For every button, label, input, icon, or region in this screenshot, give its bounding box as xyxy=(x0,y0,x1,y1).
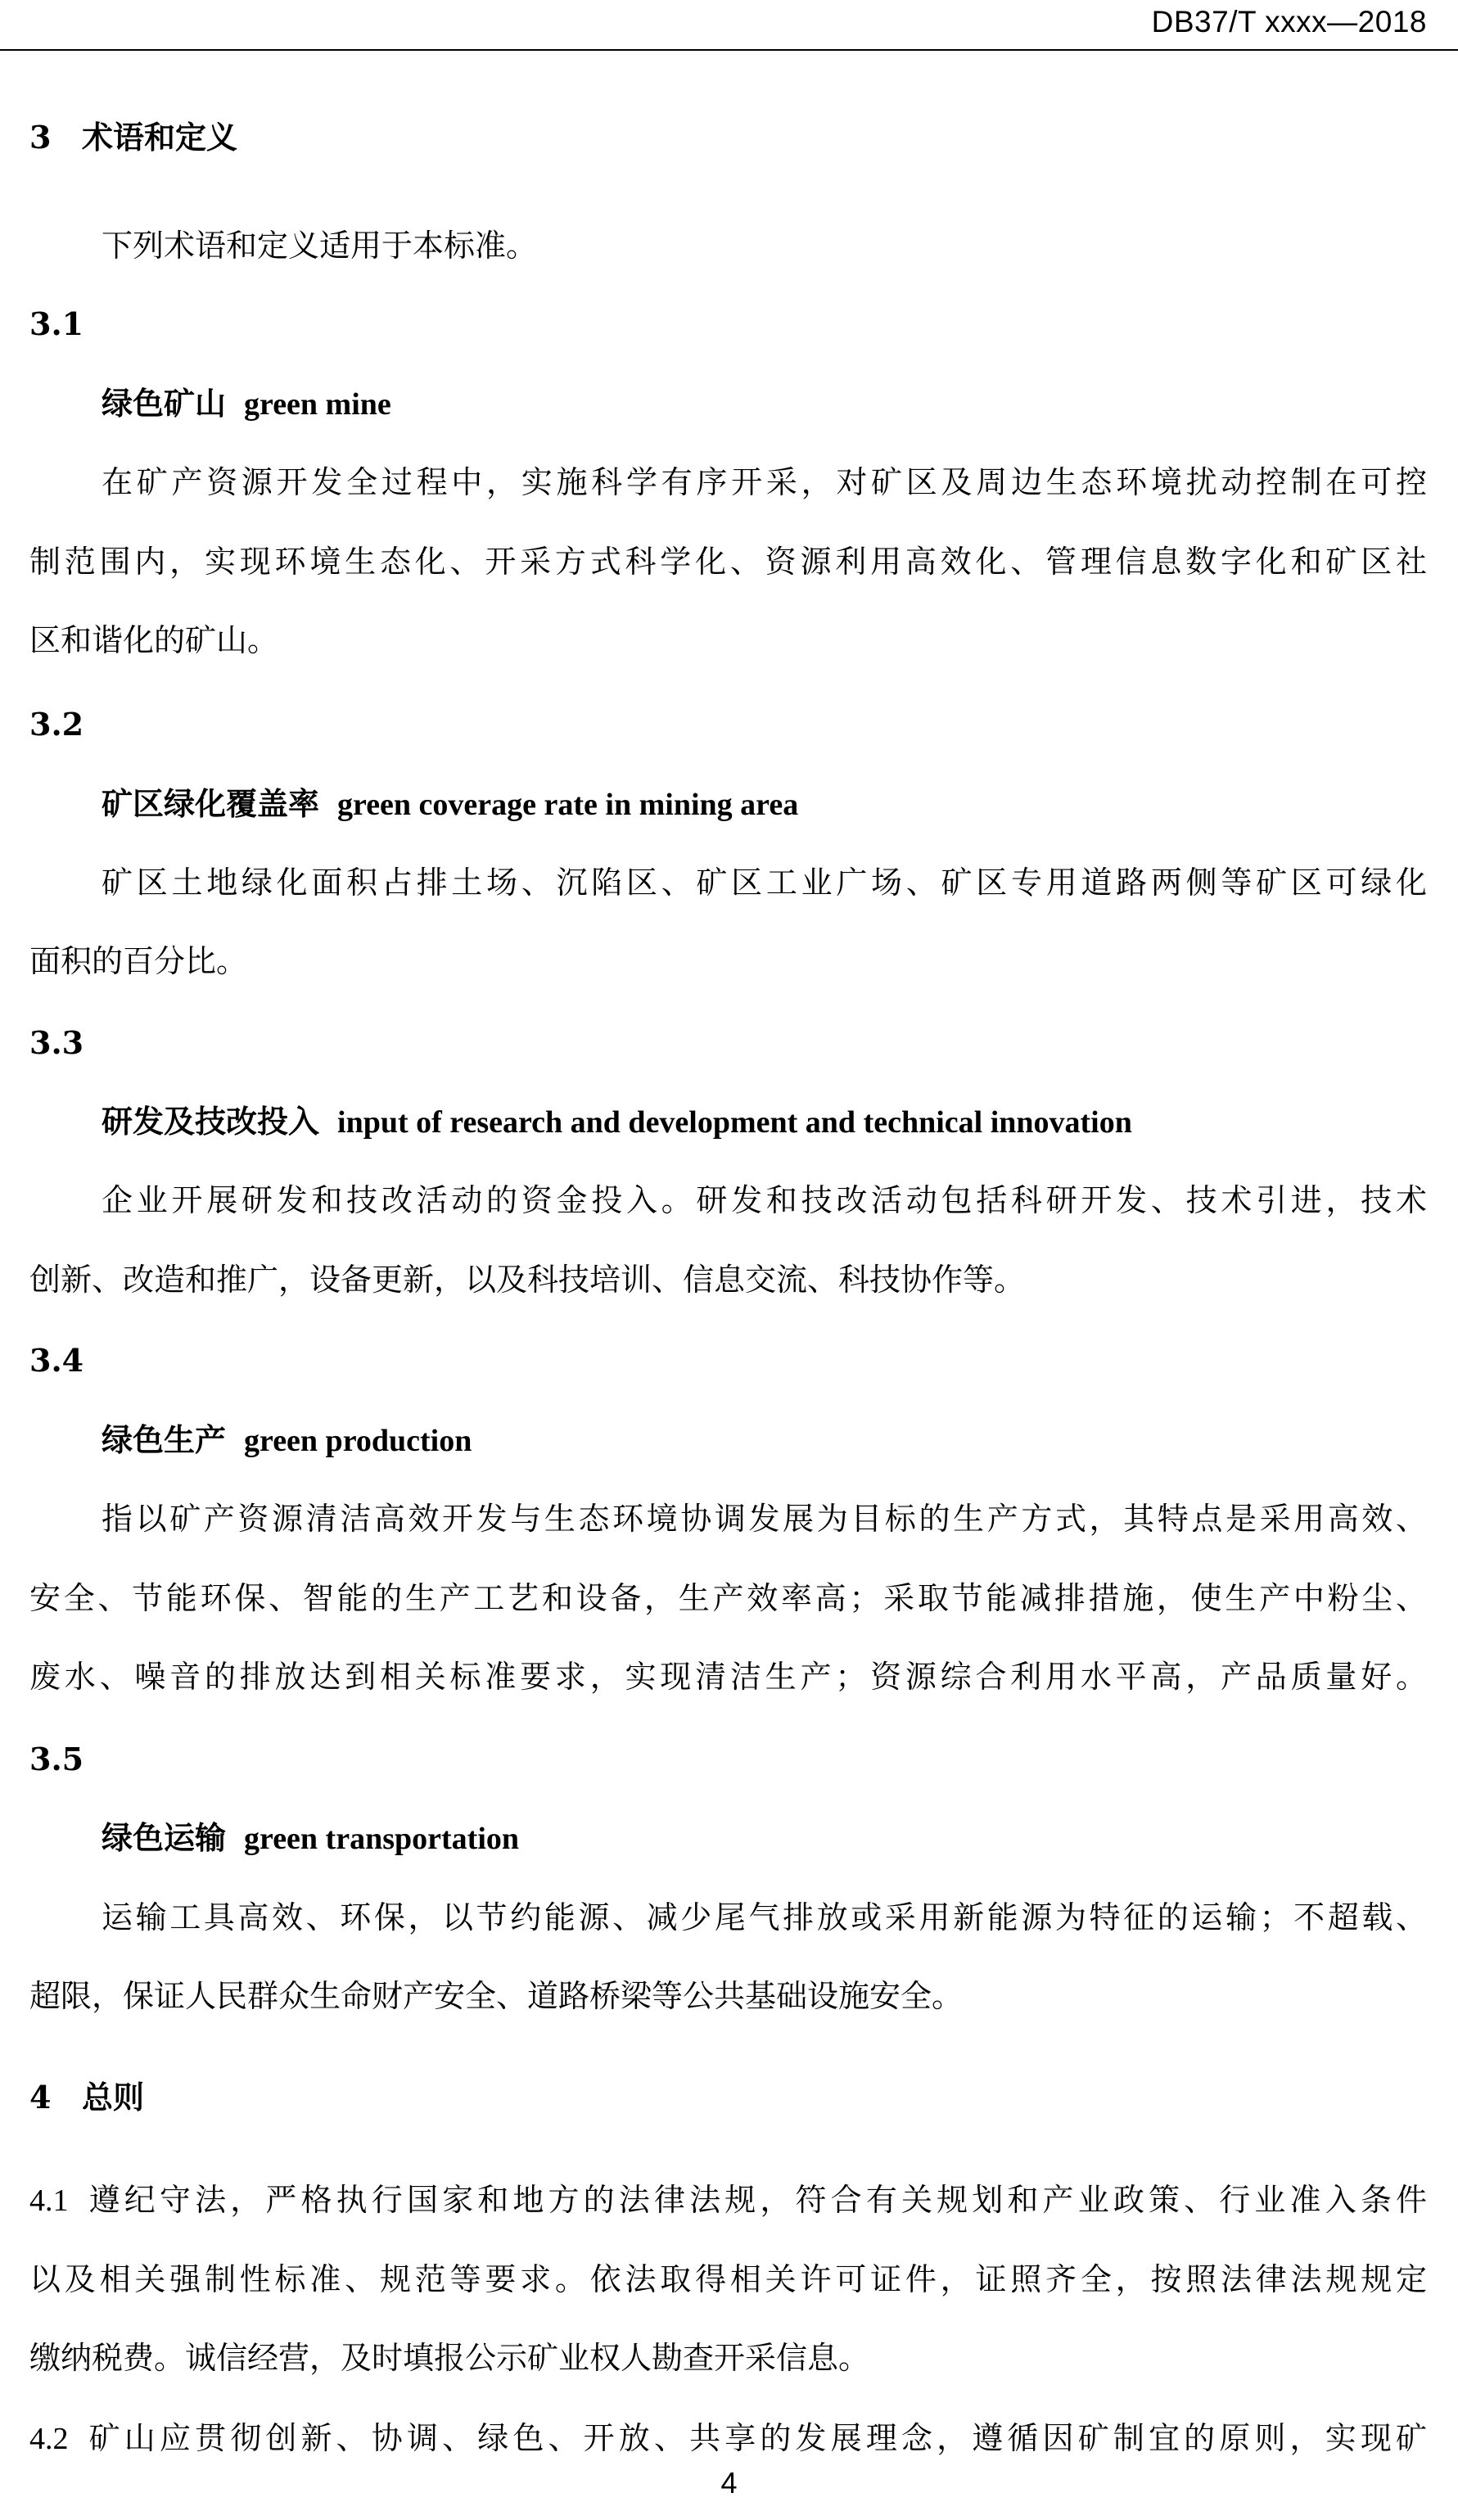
term-en: green coverage rate in mining area xyxy=(337,788,799,822)
term-zh: 绿色生产 xyxy=(102,1421,227,1458)
term-heading xyxy=(102,1818,1427,1858)
term-heading xyxy=(102,784,1427,824)
header-rule xyxy=(0,49,1458,51)
section-3-heading xyxy=(29,118,1427,157)
term-zh: 研发及技改投入 xyxy=(102,1103,320,1140)
section-number: 3 xyxy=(29,119,52,156)
term-number: 3.5 xyxy=(29,1741,84,1777)
paragraph-line xyxy=(29,2180,1427,2220)
paragraph-number: 4.2 xyxy=(29,2422,69,2456)
term-en: green mine xyxy=(244,387,391,422)
paragraph-text: 矿山应贯彻创新、协调、绿色、开放、共享的发展理念，遵循因矿制宜的原则，实现矿 xyxy=(84,2420,1427,2456)
term-heading xyxy=(102,1102,1427,1142)
section-number: 4 xyxy=(29,2079,52,2116)
doc-code: DB37/T xxxx—2018 xyxy=(1151,5,1427,38)
definition-line: 运输工具高效、环保，以节约能源、减少尾气排放或采用新能源为特征的运输；不超载、 xyxy=(102,1899,1427,1935)
definition-line: 矿区土地绿化面积占排土场、沉陷区、矿区工业广场、矿区专用道路两侧等矿区可绿化 xyxy=(102,865,1427,901)
page-number: 4 xyxy=(720,2466,738,2500)
term-heading xyxy=(102,384,1427,424)
term-number: 3.1 xyxy=(29,305,84,342)
paragraph-number: 4.1 xyxy=(29,2184,69,2218)
section-title: 术语和定义 xyxy=(82,119,238,156)
section-title: 总则 xyxy=(82,2079,145,2116)
term-zh: 绿色运输 xyxy=(102,1819,227,1856)
term-zh: 矿区绿化覆盖率 xyxy=(102,785,320,822)
paragraph-text: 遵纪守法，严格执行国家和地方的法律法规，符合有关规划和产业政策、行业准入条件 xyxy=(84,2182,1427,2218)
section-3-intro: 下列术语和定义适用于本标准。 xyxy=(102,228,538,264)
definition-line: 制范围内，实现环境生态化、开采方式科学化、资源利用高效化、管理信息数字化和矿区社 xyxy=(29,544,1427,580)
term-en: input of research and development and technical innovation xyxy=(337,1105,1132,1140)
definition-line: 安全、节能环保、智能的生产工艺和设备，生产效率高；采取节能减排措施，使生产中粉尘、 xyxy=(29,1580,1427,1616)
definition-line: 创新、改造和推广，设备更新，以及科技培训、信息交流、科技协作等。 xyxy=(29,1262,1026,1298)
paragraph-line: 以及相关强制性标准、规范等要求。依法取得相关许可证件，证照齐全，按照法律法规规定 xyxy=(29,2261,1427,2297)
definition-line: 面积的百分比。 xyxy=(29,943,248,979)
definition-line: 企业开展研发和技改活动的资金投入。研发和技改活动包括科研开发、技术引进，技术 xyxy=(102,1182,1427,1218)
term-zh: 绿色矿山 xyxy=(102,385,227,422)
definition-line: 超限，保证人民群众生命财产安全、道路桥梁等公共基础设施安全。 xyxy=(29,1978,964,2014)
term-en: green transportation xyxy=(244,1822,520,1856)
term-heading xyxy=(102,1420,1427,1461)
term-number: 3.4 xyxy=(29,1342,84,1379)
definition-line: 在矿产资源开发全过程中，实施科学有序开采，对矿区及周边生态环境扰动控制在可控 xyxy=(102,464,1427,500)
term-number: 3.2 xyxy=(29,706,84,743)
section-4-heading xyxy=(29,2078,1427,2117)
definition-line: 指以矿产资源清洁高效开发与生态环境协调发展为目标的生产方式，其特点是采用高效、 xyxy=(102,1501,1427,1537)
paragraph-line xyxy=(29,2418,1427,2459)
definition-line: 废水、噪音的排放达到相关标准要求，实现清洁生产；资源综合利用水平高，产品质量好。 xyxy=(29,1659,1427,1695)
term-en: green production xyxy=(244,1424,472,1458)
term-number: 3.3 xyxy=(29,1024,84,1061)
definition-line: 区和谐化的矿山。 xyxy=(29,622,279,658)
paragraph-line: 缴纳税费。诚信经营，及时填报公示矿业权人勘查开采信息。 xyxy=(29,2340,870,2376)
